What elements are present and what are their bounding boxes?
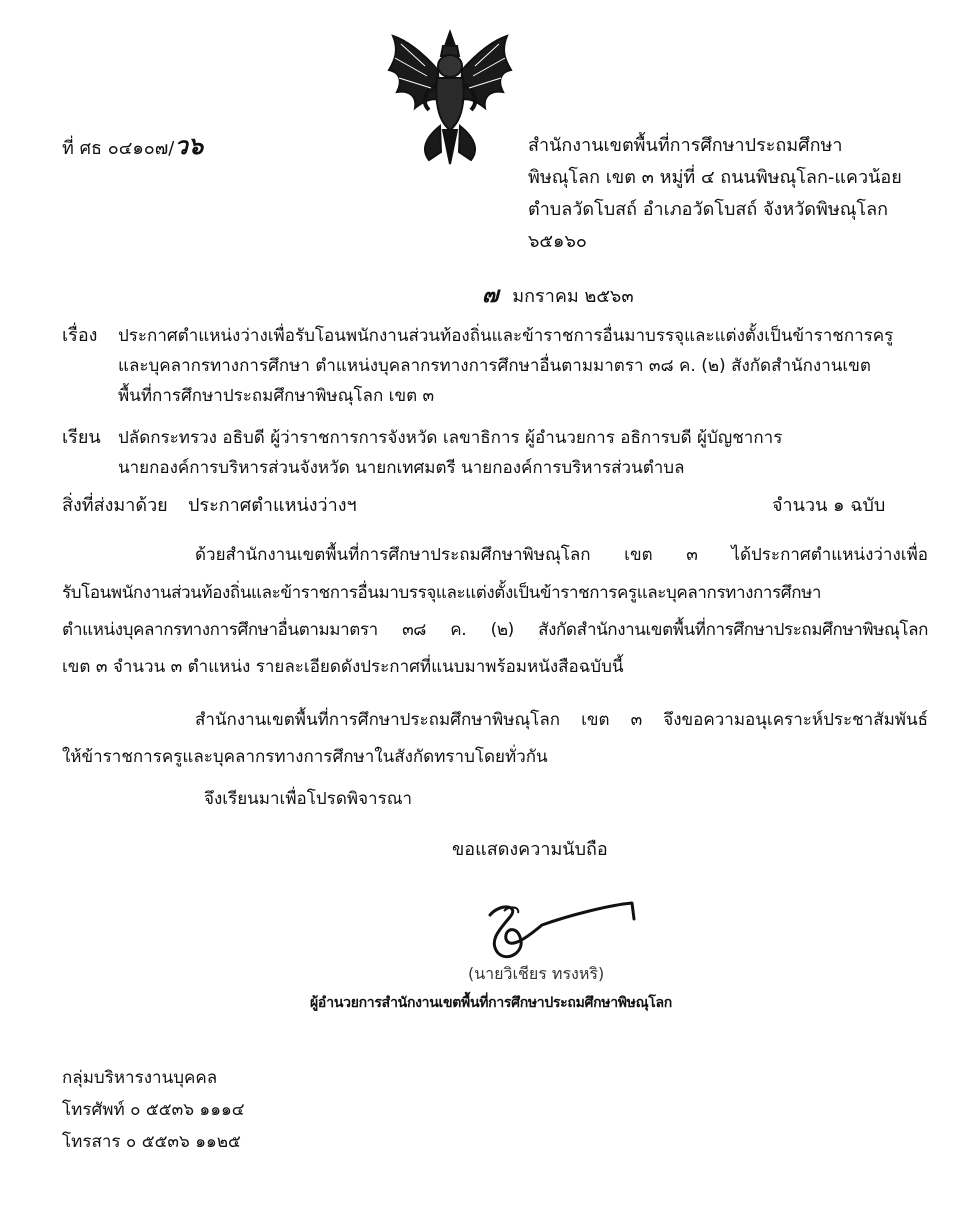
signer-name: (นายวิเชียร ทรงหริ) (468, 964, 605, 983)
signature-image (480, 895, 650, 970)
subject-line-3: พื้นที่การศึกษาประถมศึกษาพิษณุโลก เขต ๓ (118, 386, 435, 406)
subject-label: เรื่อง (62, 325, 98, 346)
reference-prefix: ที่ ศธ ๐๔๑๐๗/ (62, 138, 175, 159)
subject-line-2: และบุคลากรทางการศึกษา ตำแหน่งบุคลากรทางการศึกษาอื่นตามมาตรา ๓๘ ค. (๒) สังกัดสำนักงานเขต (118, 356, 871, 376)
recipient-line-2: นายกองค์การบริหารส่วนจังหวัด นายกเทศมตรี นายกองค์การบริหารส่วนตำบล (118, 458, 685, 478)
body-paragraph-1-line-2: รับโอนพนักงานส่วนท้องถิ่นและข้าราชการอื่นมาบรรจุและแต่งตั้งเป็นข้าราชการครูและบุคลากรทางการศึกษา (62, 583, 822, 603)
letter-date (482, 280, 634, 312)
closing-regards: ขอแสดงความนับถือ (452, 839, 608, 860)
signer-position: ผู้อำนวยการสำนักงานเขตพื้นที่การศึกษาประถมศึกษาพิษณุโลก (310, 995, 672, 1011)
body-paragraph-1-line-3: ตำแหน่งบุคลากรทางการศึกษาอื่นตามมาตรา ๓๘ ค. (๒) สังกัดสำนักงานเขตพื้นที่การศึกษาประถมศึกษาพิษณุโลก (62, 620, 928, 640)
enclosure-count: จำนวน ๑ ฉบับ (772, 495, 886, 516)
contact-fax: โทรสาร ๐ ๕๕๓๖ ๑๑๒๕ (62, 1132, 241, 1152)
body-paragraph-1-line-1: ด้วยสำนักงานเขตพื้นที่การศึกษาประถมศึกษาพิษณุโลก เขต ๓ ได้ประกาศตำแหน่งว่างเพื่อ (195, 545, 928, 565)
reference-number (62, 131, 203, 164)
recipient-line-1: ปลัดกระทรวง อธิบดี ผู้ว่าราชการการจังหวัด เลขาธิการ ผู้อำนวยการ อธิการบดี ผู้บัญชาการ (118, 428, 783, 448)
sender-line-3: ตำบลวัดโบสถ์ อำเภอวัดโบสถ์ จังหวัดพิษณุโลก (528, 199, 889, 220)
recipient-label: เรียน (62, 427, 101, 448)
body-paragraph-2-line-1: สำนักงานเขตพื้นที่การศึกษาประถมศึกษาพิษณุโลก เขต ๓ จึงขอความอนุเคราะห์ประชาสัมพันธ์ (195, 710, 928, 730)
enclosure-item: ประกาศตำแหน่งว่างฯ (188, 495, 357, 516)
reference-handwritten-number: ว๖ (174, 131, 204, 160)
subject-text (118, 321, 893, 411)
body-paragraph-1-line-4: เขต ๓ จำนวน ๓ ตำแหน่ง รายละเอียดดังประกาศที่แนบมาพร้อมหนังสือฉบับนี้ (62, 657, 624, 677)
contact-phone: โทรศัพท์ ๐ ๕๕๓๖ ๑๑๑๔ (62, 1100, 245, 1120)
closing-request: จึงเรียนมาเพื่อโปรดพิจารณา (204, 789, 413, 809)
contact-department: กลุ่มบริหารงานบุคคล (62, 1068, 218, 1088)
date-month-year: มกราคม ๒๕๖๓ (512, 286, 634, 307)
sender-address (528, 131, 902, 257)
enclosure-label: สิ่งที่ส่งมาด้วย (62, 495, 168, 516)
recipient-text (118, 423, 782, 483)
garuda-emblem-icon (385, 30, 515, 165)
body-paragraph-2-line-2: ให้ข้าราชการครูและบุคลากรทางการศึกษาในสังกัดทราบโดยทั่วกัน (62, 747, 548, 767)
sender-line-2: พิษณุโลก เขต ๓ หมู่ที่ ๔ ถนนพิษณุโลก-แควน้อย (528, 167, 902, 188)
date-day-handwritten: ๗ (482, 282, 499, 308)
sender-postcode: ๖๕๑๖๐ (528, 231, 587, 252)
subject-line-1: ประกาศตำแหน่งว่างเพื่อรับโอนพนักงานส่วนท้องถิ่นและข้าราชการอื่นมาบรรจุและแต่งตั้งเป็นข้าราชการครู (118, 326, 894, 346)
sender-line-1: สำนักงานเขตพื้นที่การศึกษาประถมศึกษา (528, 135, 843, 156)
